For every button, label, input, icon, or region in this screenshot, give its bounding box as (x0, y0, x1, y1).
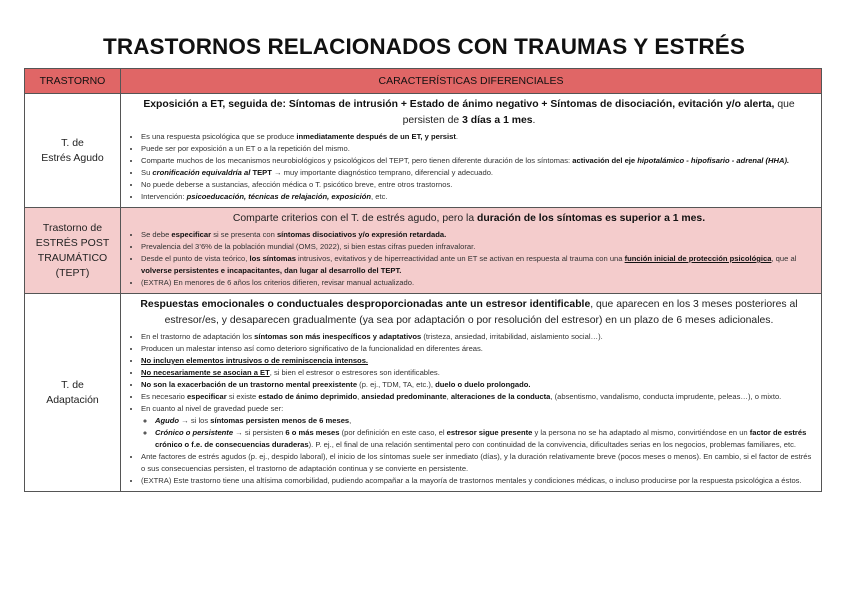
text-segment: (EXTRA) En menores de 6 años los criterios difieren, revisar manual actualizado. (141, 278, 415, 287)
table-row-estres-agudo (25, 94, 822, 208)
text-segment: En el trastorno de adaptación los (141, 332, 255, 341)
disorder-name-line: (TEPT) (55, 266, 90, 279)
text-segment: si existe (226, 392, 259, 401)
text-segment: activación del eje (572, 156, 638, 165)
list-item (141, 179, 813, 191)
text-segment: factor de estrés crónico o f.e. de consecuencias duraderas (155, 428, 807, 449)
text-segment: . (532, 115, 536, 126)
text-segment: Comparte criterios con el T. de estrés agudo, pero la (232, 213, 477, 224)
text-segment: síntomas persisten menos de 6 meses (210, 416, 350, 425)
text-segment: estado de ánimo deprimido (258, 392, 358, 401)
list-item (141, 343, 813, 355)
text-segment: , (357, 392, 362, 401)
list-item (141, 229, 813, 241)
list-item (141, 155, 813, 167)
text-segment: Desde el punto de vista teórico, (141, 254, 250, 263)
list-item (141, 403, 813, 415)
text-segment: Se debe (141, 230, 172, 239)
disorder-description (121, 94, 822, 208)
text-segment: , que al (771, 254, 797, 263)
list-item (141, 191, 813, 203)
bullet-list-after (125, 451, 813, 487)
bullet-list (125, 229, 813, 289)
text-segment: y la persona no se ha adaptado al mismo, convirtiéndose en un (532, 428, 750, 437)
text-segment: intrusivos, evitativos y de hiperreactividad ante un ET se activan en respuesta al trauma con una (295, 254, 625, 263)
bullet-list (125, 331, 813, 415)
text-segment: No puede deberse a sustancias, afección médica o T. psicótico breve, entre otros trastornos. (141, 180, 453, 189)
text-segment: → muy importante diagnóstico temprano, diferencial y adecuado. (271, 168, 494, 177)
text-segment: Intervención: (141, 192, 187, 201)
text-segment: (tristeza, ansiedad, irritabilidad, aislamiento social…). (421, 332, 603, 341)
list-item (141, 253, 813, 277)
text-segment: 3 días a 1 mes (462, 115, 533, 126)
disorder-name (25, 294, 121, 492)
lead-text (125, 297, 813, 329)
text-segment: alteraciones de la conducta (450, 392, 551, 401)
text-segment: duración de los síntomas es superior a 1 mes. (477, 213, 706, 224)
text-segment: ansiedad predominante (361, 392, 447, 401)
text-segment: Respuestas emocionales o conductuales desproporcionadas ante un estresor identificable (140, 299, 591, 310)
list-item (141, 367, 813, 379)
sub-bullet-list (125, 415, 813, 451)
list-item (141, 241, 813, 253)
text-segment: ). P. ej., el final de una relación sentimental pero con continuidad de la convivencia, dificultades serias en los negocios, problemas familiares, etc. (308, 440, 797, 449)
table-header-row (25, 69, 822, 94)
list-item (141, 143, 813, 155)
text-segment: inmediatamente después de un ET, y persist (296, 132, 456, 141)
text-segment: No son la exacerbación de un trastorno mental preexistente (141, 380, 358, 389)
disorder-description (121, 208, 822, 294)
list-item (155, 427, 813, 451)
text-segment: Agudo (155, 416, 180, 425)
disorder-name-line: Adaptación (46, 393, 99, 406)
text-segment: estresor sigue presente (446, 428, 533, 437)
text-segment: síntomas disociativos y/o expresión retardada. (276, 230, 447, 239)
text-segment: , etc. (371, 192, 388, 201)
text-segment: . (455, 132, 459, 141)
text-segment: volverse persistentes e incapacitantes, dan lugar al desarrollo del TEPT. (141, 266, 402, 275)
disorder-description (121, 294, 822, 492)
text-segment: → si los (179, 416, 211, 425)
text-segment: (EXTRA) Este trastorno tiene una altísima comorbilidad, pudiendo acompañar a la mayoría de trastornos mentales y condiciones médicas, o incluso producirse por la respuesta psicológica a éstos. (141, 476, 802, 485)
text-segment: los síntomas (249, 254, 296, 263)
table-row-tept (25, 208, 822, 294)
text-segment: que persisten de (402, 99, 795, 126)
page-title: TRASTORNOS RELACIONADOS CON TRAUMAS Y ESTRÉS (103, 34, 745, 59)
text-segment: Exposición a ET, seguida de: Síntomas de intrusión + Estado de ánimo negativo + Síntomas de disociación, evitación y/o alerta, (143, 99, 778, 110)
header-caracteristicas: CARACTERÍSTICAS DIFERENCIALES (121, 69, 822, 94)
lead-text (125, 211, 813, 227)
list-item (141, 167, 813, 179)
header-trastorno: TRASTORNO (25, 69, 121, 94)
disorders-table (24, 68, 822, 492)
text-segment: hipotalámico - hipofisario - adrenal (HHA). (637, 156, 790, 165)
list-item (141, 331, 813, 343)
text-segment: No incluyen elementos intrusivos o de reminiscencia intensos. (141, 356, 369, 365)
list-item (141, 355, 813, 367)
bullet-list (125, 131, 813, 203)
list-item (141, 379, 813, 391)
text-segment: Prevalencia del 3’6% de la población mundial (OMS, 2022), si bien estas cifras pueden infravalorar. (141, 242, 476, 251)
text-segment: 6 o más meses (285, 428, 340, 437)
disorder-name-line: T. de (61, 378, 84, 391)
text-segment: , si bien el estresor o estresores son identificables. (269, 368, 440, 377)
lead-text (125, 97, 813, 129)
disorder-name-line: ESTRÉS POST (35, 236, 110, 249)
text-segment: Es una respuesta psicológica que se produce (141, 132, 297, 141)
text-segment: → si persisten (233, 428, 286, 437)
text-segment: Comparte muchos de los mecanismos neurobiológicos y psicológicos del TEPT, pero tienen diferente duración de los síntomas: (141, 156, 573, 165)
text-segment: Producen un malestar intenso así como deterioro significativo de la funcionalidad en diferentes áreas. (141, 344, 483, 353)
text-segment: duelo o duelo prolongado. (435, 380, 531, 389)
disorder-name (25, 208, 121, 294)
list-item (155, 415, 813, 427)
text-segment: Puede ser por exposición a un ET o a la repetición del mismo. (141, 144, 350, 153)
text-segment: , (absentismo, vandalismo, conducta imprudente, peleas…), o mixto. (550, 392, 782, 401)
text-segment: especificar (171, 230, 212, 239)
text-segment: En cuanto al nivel de gravedad puede ser: (141, 404, 284, 413)
table-row-adaptacion (25, 294, 822, 492)
disorder-name-line: T. de (61, 136, 84, 149)
text-segment: (por definición en este caso, el (339, 428, 447, 437)
text-segment: si se presenta con (211, 230, 277, 239)
text-segment: cronificación equivaldría al (152, 168, 251, 177)
text-segment: Crónico o persistente (155, 428, 234, 437)
text-segment: TEPT (250, 168, 272, 177)
text-segment: psicoeducación, técnicas de relajación, exposición (186, 192, 372, 201)
text-segment: Es necesario (141, 392, 188, 401)
text-segment: función inicial de protección psicológica (624, 254, 772, 263)
text-segment: Su (141, 168, 153, 177)
disorder-name (25, 94, 121, 208)
text-segment: , (446, 392, 451, 401)
list-item (141, 451, 813, 475)
disorder-name-line: TRAUMÁTICO (37, 251, 108, 264)
text-segment: especificar (187, 392, 227, 401)
text-segment: , que aparecen en los 3 meses posteriores al estresor/es, y desaparecen gradualmente (ya sea por adaptación o por resolución del estresor) en un plazo de 6 meses adicionales. (164, 299, 798, 326)
disorder-name-line: Estrés Agudo (41, 151, 104, 164)
list-item (141, 131, 813, 143)
list-item (141, 277, 813, 289)
list-item (141, 391, 813, 403)
text-segment: síntomas son más inespecíficos y adaptativos (254, 332, 422, 341)
list-item (141, 475, 813, 487)
text-segment: No necesariamente se asocian a ET (141, 368, 270, 377)
text-segment: Ante factores de estrés agudos (p. ej., despido laboral), el inicio de los síntomas suele ser inmediato (días), y la duración relativamente breve (pocos meses o menos). En cambio, si el factor de estrés o sus consecuencias persisten, el trastorno de adaptación continua y se convierte en persistente. (141, 452, 812, 473)
disorder-name-line: Trastorno de (42, 221, 103, 234)
text-segment: (p. ej., TDM, TA, etc.), (357, 380, 436, 389)
text-segment: , (349, 416, 352, 425)
